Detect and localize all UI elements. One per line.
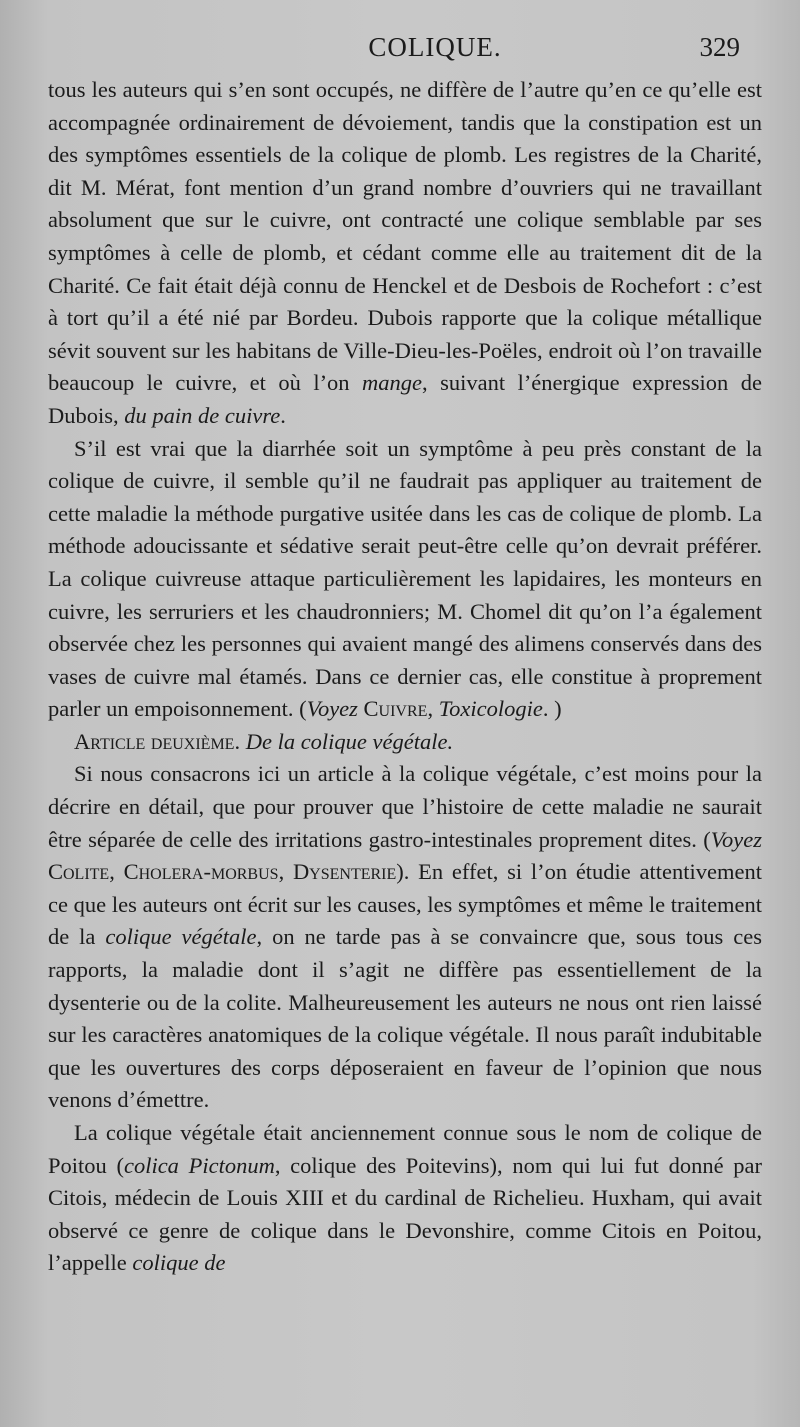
italic-run: colique de xyxy=(132,1250,226,1276)
text-run: . xyxy=(234,728,246,754)
body-text xyxy=(48,74,762,1280)
italic-run: du pain de cuivre xyxy=(124,402,281,428)
text-run: , on ne tarde pas à se convaincre que, sous tous ces rapports, la maladie dont il s’agit ne diffère pas essentiellement de la dysenterie ou de la colite. Malheureusement les auteurs ne nous ont rien laissé sur les caractères anatomiques de la colique végétale. Il nous paraît indubitable que les ouvertures des corps déposeraient en faveur de l’opinion que nous venons d’émettre. xyxy=(48,924,762,1113)
cross-reference: Colite xyxy=(48,859,110,885)
italic-run: mange xyxy=(362,370,423,396)
cross-reference: Cholera-morbus xyxy=(123,859,279,885)
paragraph-poitou-colic xyxy=(48,1117,762,1280)
text-run: , xyxy=(278,859,293,885)
text-run: ). En effet, si l’on étudie attentivement ce que les auteurs ont écrit sur les causes, les symptômes et même le traitement de la xyxy=(48,859,762,950)
text-run: , colique des Poitevins), nom qui lui fut donné par Citois, médecin de Louis XIII et du cardinal de Richelieu. Huxham, qui avait observé ce genre de colique dans le Devonshire, comme Citois en Poitou, l’appelle xyxy=(48,1152,762,1276)
cross-reference: Dysenterie xyxy=(292,859,397,885)
text-run: . ) xyxy=(542,696,562,722)
cross-reference: Cuivre xyxy=(363,696,428,722)
italic-run: colica Pictonum xyxy=(123,1152,275,1178)
section-title: De la colique végétale. xyxy=(245,728,454,754)
paragraph-copper-colic-treatment xyxy=(48,433,762,726)
section-heading xyxy=(48,726,762,759)
italic-run: Voyez xyxy=(306,696,358,722)
text-run: S’il est vrai que la diarrhée soit un symptôme à peu près constant de la colique de cuivre, il semble qu’il ne faudrait pas appliquer au traitement de cette maladie la méthode purgative usitée dans les cas de colique de plomb. La méthode adoucissante et sédative serait peut-être celle qu’on devrait préférer. La colique cuivreuse attaque particulièrement les lapidaires, les monteurs en cuivre, les serruriers et les chaudronniers; M. Chomel dit qu’on l’a également observée chez les personnes qui avaient mangé des alimens conservés dans des vases de cuivre mal étamés. Dans ce dernier cas, elle constitue à proprement parler un empoisonnement. ( xyxy=(48,435,762,722)
text-run: La colique végétale était anciennement connue sous le nom de colique de Poitou ( xyxy=(48,1120,762,1178)
paragraph-vegetal-colic-intro xyxy=(48,758,762,1117)
page-number: 329 xyxy=(699,32,740,62)
text-run: , xyxy=(427,696,439,722)
cross-reference: Toxicologie xyxy=(438,696,543,722)
running-title: COLIQUE. xyxy=(368,32,502,62)
running-head xyxy=(48,28,762,68)
section-label: Article deuxième xyxy=(74,728,235,754)
italic-run: colique végétale xyxy=(105,924,257,950)
text-run: . xyxy=(280,402,286,428)
italic-run: Voyez xyxy=(710,826,762,852)
text-run: , suivant l’énergique expression de Dubois, xyxy=(48,370,762,428)
text-run: Si nous consacrons ici un article à la colique végétale, c’est moins pour la décrire en détail, que pour prouver que l’histoire de cette maladie ne saurait être séparée de celle des irritations gastro-intestinales proprement dites. ( xyxy=(48,761,762,852)
paragraph-copper-colic-continued xyxy=(48,74,762,433)
text-run: , xyxy=(109,859,124,885)
text-run: tous les auteurs qui s’en sont occupés, ne diffère de l’autre qu’en ce qu’elle est accompagnée ordinairement de dévoiement, tandis que la constipation est un des symptômes essentiels de la colique de plomb. Les registres de la Charité, dit M. Mérat, font mention d’un grand nombre d’ouvriers qui ne travaillant absolument que sur le cuivre, ont contracté une colique semblable par ses symptômes à celle de plomb, et cédant comme elle au traitement dit de la Charité. Ce fait était déjà connu de Henckel et de Desbois de Rochefort : c’est à tort qu’il a été nié par Bordeu. Dubois rapporte que la colique métallique sévit souvent sur les habitans de Ville-Dieu-les-Poëles, endroit où l’on travaille beaucoup le cuivre, et où l’on xyxy=(48,77,762,396)
